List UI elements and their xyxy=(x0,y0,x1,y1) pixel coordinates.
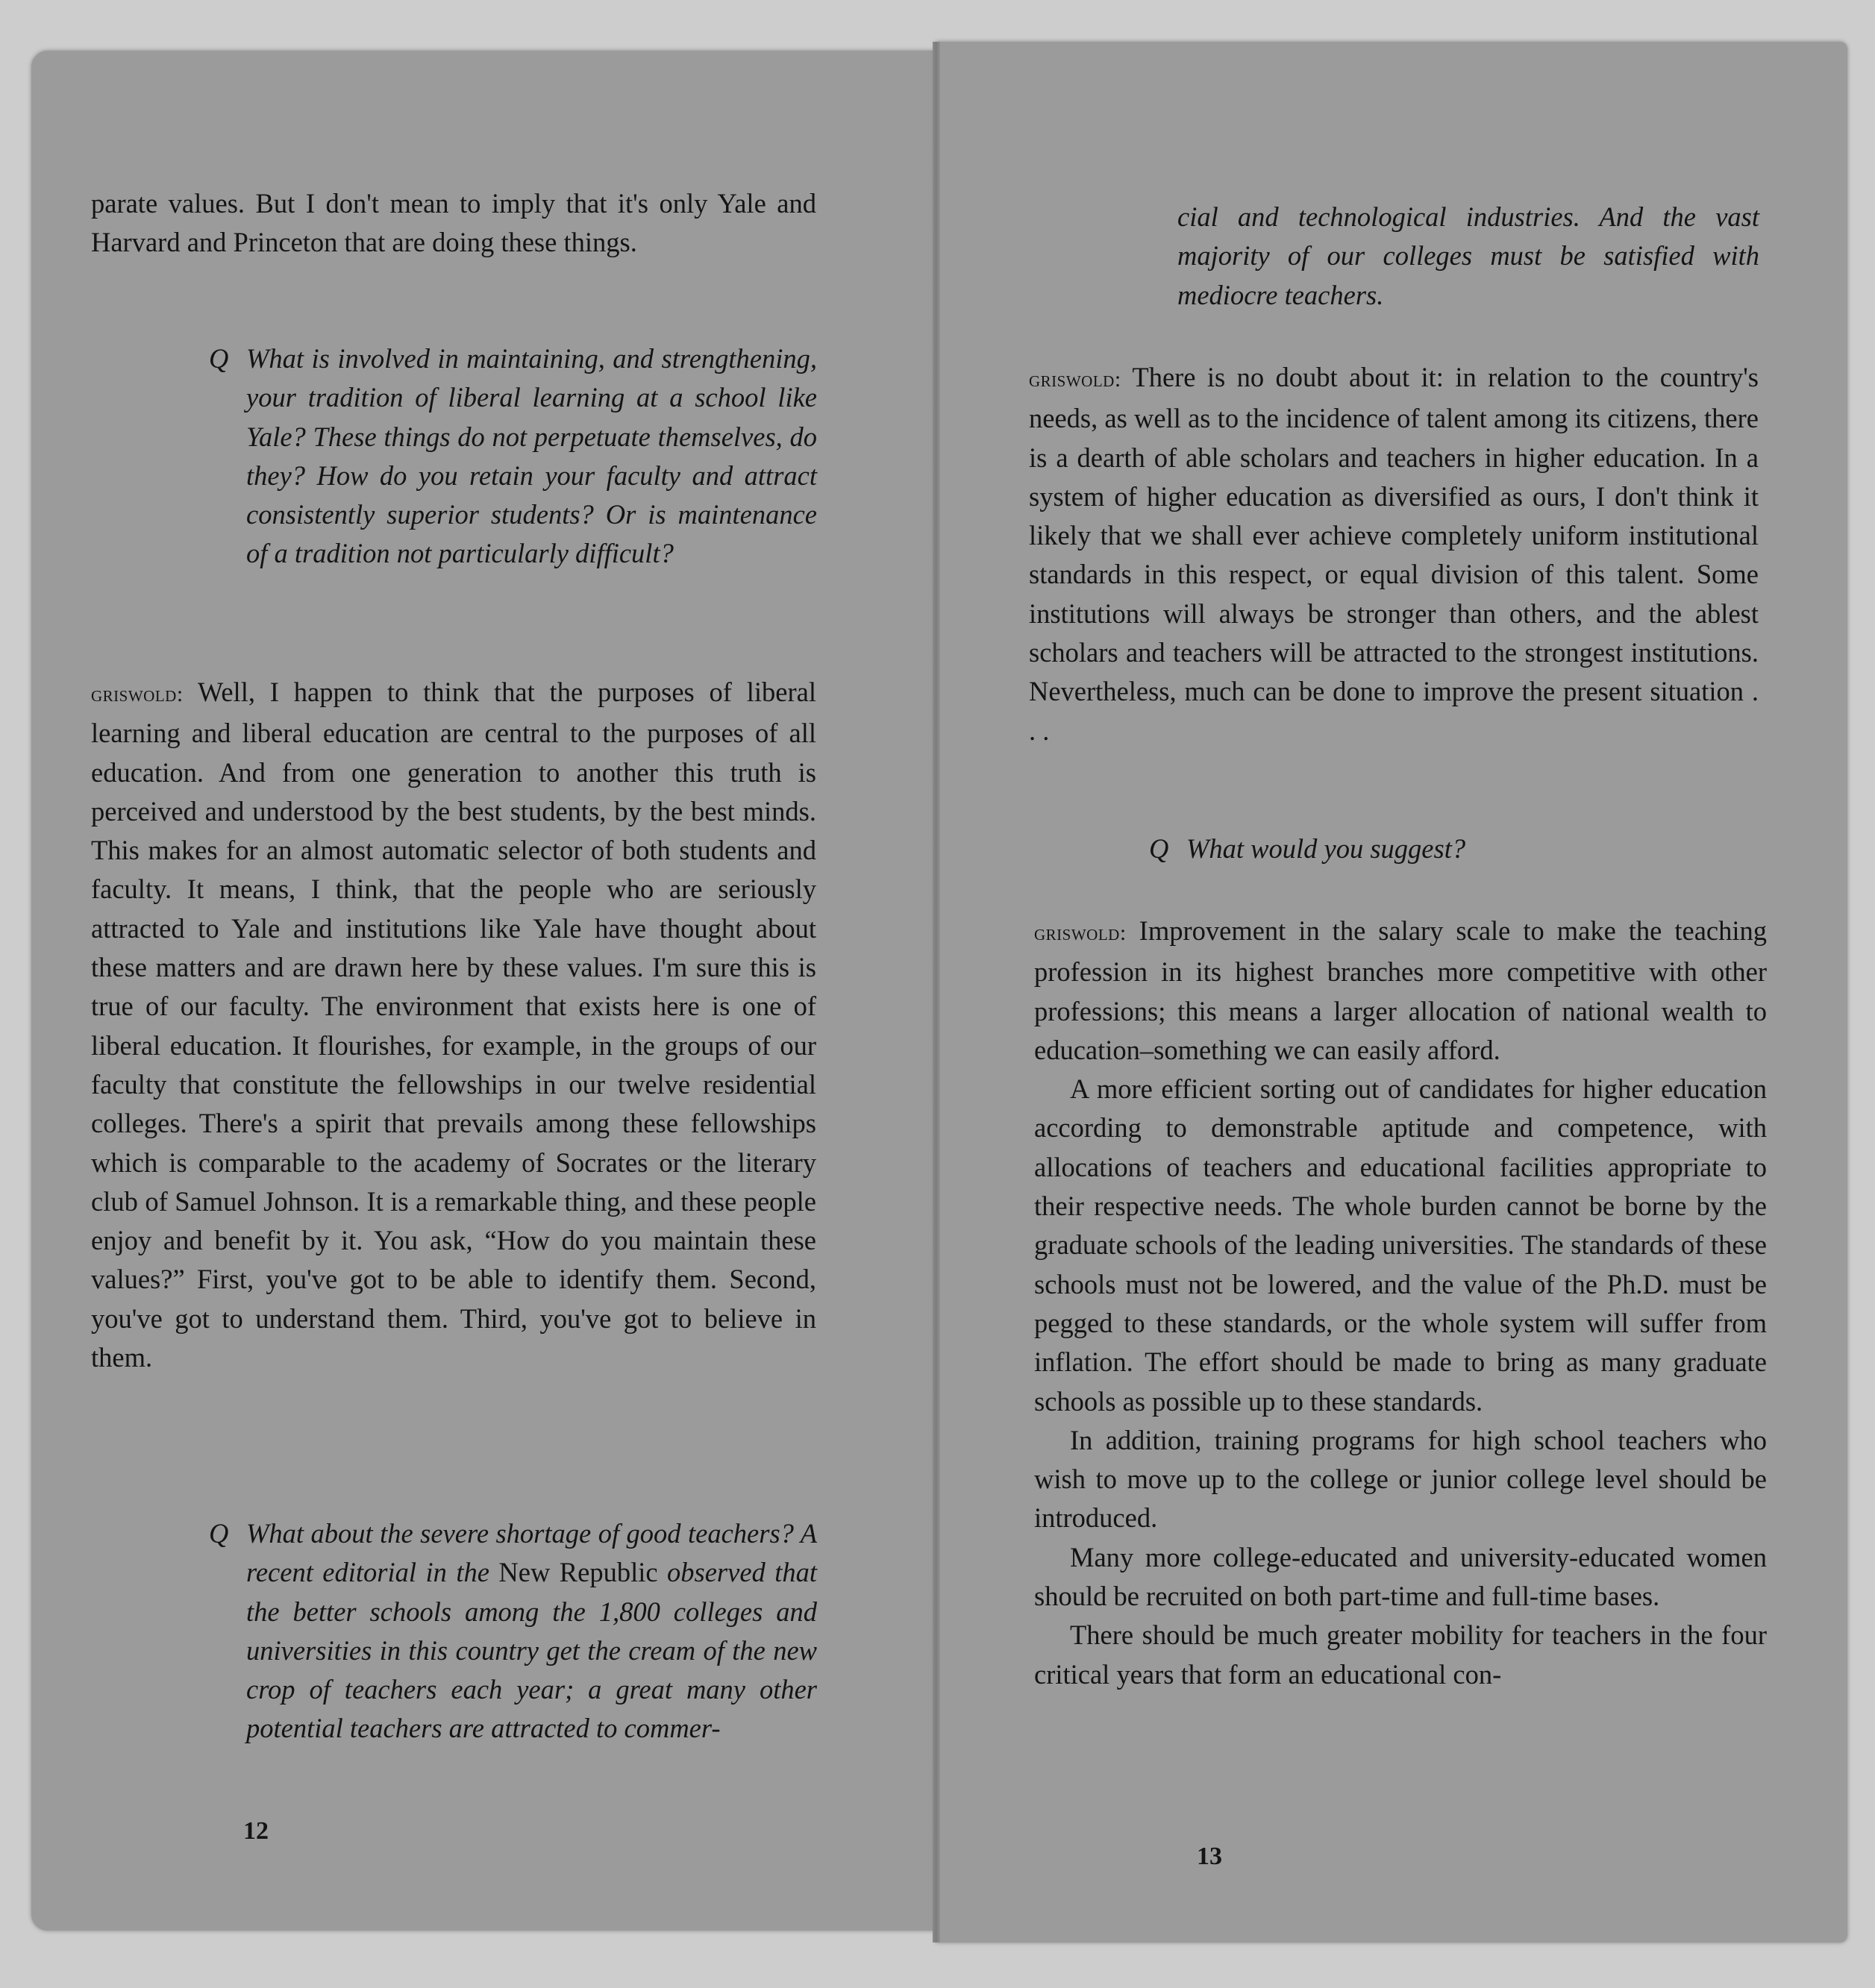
answer-3-paragraph-4: Many more college-educated and university-educated women should be recruited on both part-time and full-time bases. xyxy=(1034,1541,1767,1612)
question-1 xyxy=(209,339,817,574)
speaker-label: griswold: xyxy=(91,682,184,706)
question-3-text: What would you suggest? xyxy=(1186,833,1466,864)
continuation-text: parate values. But I don't mean to imply that it's only Yale and Harvard and Princeton that are doing these things. xyxy=(91,188,816,258)
question-2 xyxy=(209,1514,818,1749)
speaker-label: griswold: xyxy=(1029,367,1121,392)
question-2-continued: cial and technological industries. And the vast majority of our colleges must be satisfied with mediocre teachers. xyxy=(1177,201,1759,310)
question-1-block xyxy=(209,339,817,574)
question-marker: Q xyxy=(209,1518,229,1549)
speaker-label: griswold: xyxy=(1034,921,1127,945)
question-marker: Q xyxy=(209,343,229,374)
question-1-text: What is involved in maintaining, and strengthening, your tradition of liberal learning at a school like Yale? These things do not perpetuate themselves, do they? How do you retain your faculty and attract consistently superior students? Or is maintenance of a tradition not particularly difficult? xyxy=(246,343,817,569)
answer-3-block xyxy=(1034,912,1767,1694)
answer-2-text: There is no doubt about it: in relation to the country's needs, as well as to the incidence of talent among its citizens, there is a dearth of able scholars and teachers in higher education. In a system of higher education as diversified as ours, I don't think it likely that we shall ever achieve completely uniform institutional standards in this respect, or equal division of this talent. Some institutions will always be stronger than others, and the ablest scholars and teachers will be attracted to the strongest institutions. Nevertheless, much can be done to improve the present situation . . . xyxy=(1029,362,1759,746)
answer-3-paragraph-1-text: Improvement in the salary scale to make the teaching profession in its highest branches more competitive with other professions; this means a larger allocation of national wealth to education–something we can easily afford. xyxy=(1034,915,1767,1065)
question-2-text-after: observed that the better schools among the 1,800 colleges and universities in this country get the cream of the new crop of teachers each year; a great many other potential teachers are attracted to commer- xyxy=(246,1557,818,1744)
page-number-left: 12 xyxy=(243,1817,269,1845)
answer-1-text: Well, I happen to think that the purposes of liberal learning and liberal education are central to the purposes of all education. And from one generation to another this truth is perceived and understood by the best students, by the best minds. This makes for an almost automatic selector of both students and faculty. It means, I think, that the people who are seriously attracted to Yale and institutions like Yale have thought about these matters and are drawn here by these values. I'm sure this is true of our faculty. The environment that exists here is one of liberal education. It flourishes, for example, in the groups of our faculty that constitute the fellowships in our twelve residential colleges. There's a spirit that prevails among these fellowships which is comparable to the academy of Socrates or the literary club of Samuel Johnson. It is a remarkable thing, and these people enjoy and benefit by it. You ask, “How do you maintain these values?” First, you've got to be able to identify them. Second, you've got to understand them. Third, you've got to believe in them. xyxy=(91,677,816,1373)
answer-3-paragraph-5: There should be much greater mobility for teachers in the four critical years that form an educational con- xyxy=(1034,1619,1767,1690)
publication-name: New Republic xyxy=(498,1557,658,1588)
answer-3-paragraph-2: A more efficient sorting out of candidates for higher education according to demonstrable aptitude and competence, with allocations of teachers and educational facilities appropriate to their respective needs. The whole burden cannot be borne by the graduate schools of the leading universities. The standards of these schools must not be lowered, and the value of the Ph.D. must be pegged to these standards, or the whole system will suffer from inflation. The effort should be made to bring as many graduate schools as possible up to these standards. xyxy=(1034,1073,1767,1417)
question-3-block xyxy=(1149,830,1709,868)
answer-2 xyxy=(1029,358,1759,750)
answer-2-block xyxy=(1029,358,1759,750)
answer-3-paragraph-3: In addition, training programs for high school teachers who wish to move up to the college or junior college level should be introduced. xyxy=(1034,1424,1767,1534)
left-continuation-paragraph xyxy=(91,184,816,263)
question-3 xyxy=(1149,830,1709,868)
book-gutter xyxy=(933,42,940,1942)
question-2-text-before: What about the severe shortage of good teachers? A recent editorial in the xyxy=(246,1518,817,1588)
answer-1-block xyxy=(91,673,816,1377)
page-number-right: 13 xyxy=(1197,1843,1222,1870)
answer-1 xyxy=(91,673,816,1377)
question-2-block xyxy=(209,1514,818,1749)
question-2-continued-block xyxy=(1177,198,1759,315)
question-marker: Q xyxy=(1149,833,1169,864)
answer-3-paragraph-1 xyxy=(1034,912,1767,1070)
